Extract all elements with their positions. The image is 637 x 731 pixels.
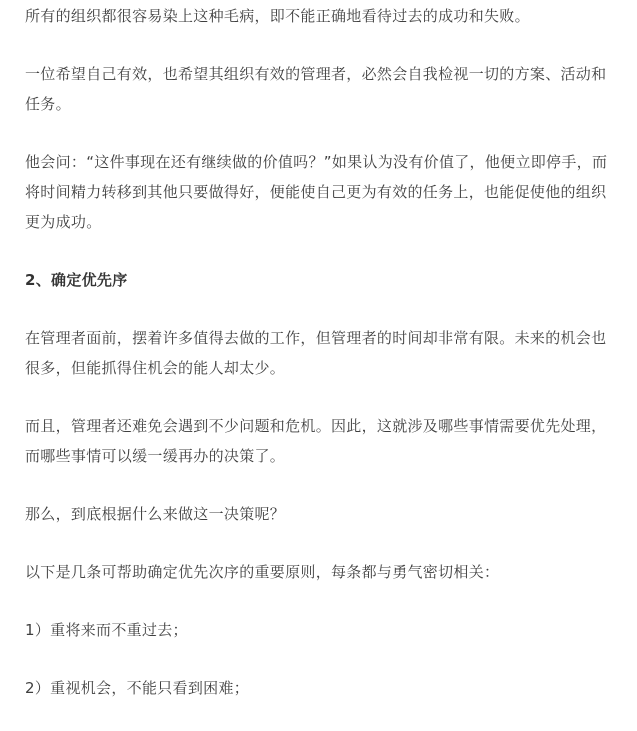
paragraph-worth-continuing: 他会问：“这件事现在还有继续做的价值吗？”如果认为没有价值了，他便立即停手，而将时间精力转移到其他只要做得好，便能使自己更为有效的任务上，也能促使他的组织更为成功。 [25, 153, 608, 231]
paragraph-principles-intro: 以下是几条可帮助确定优先次序的重要原则，每条都与勇气密切相关： [25, 563, 500, 581]
paragraph-limited-time: 在管理者面前，摆着许多值得去做的工作，但管理者的时间却非常有限。未来的机会也很多，但能抓得住机会的能人却太少。 [25, 329, 607, 377]
paragraph-decision-question: 那么，到底根据什么来做这一决策呢？ [25, 505, 286, 523]
list-item-future: 1）重将来而不重过去； [25, 621, 188, 639]
paragraph-problems-crises: 而且，管理者还难免会遇到不少问题和危机。因此，这就涉及哪些事情需要优先处理，而哪些事情可以缓一缓再办的决策了。 [25, 417, 607, 465]
section-heading-priorities: 2、确定优先序 [25, 271, 128, 289]
paragraph-organization-habit: 所有的组织都很容易染上这种毛病，即不能正确地看待过去的成功和失败。 [25, 7, 530, 25]
list-item-opportunity: 2）重视机会，不能只看到困难； [25, 679, 250, 697]
paragraph-effective-manager: 一位希望自己有效，也希望其组织有效的管理者，必然会自我检视一切的方案、活动和任务。 [25, 65, 607, 113]
article-body [25, 0, 615, 731]
